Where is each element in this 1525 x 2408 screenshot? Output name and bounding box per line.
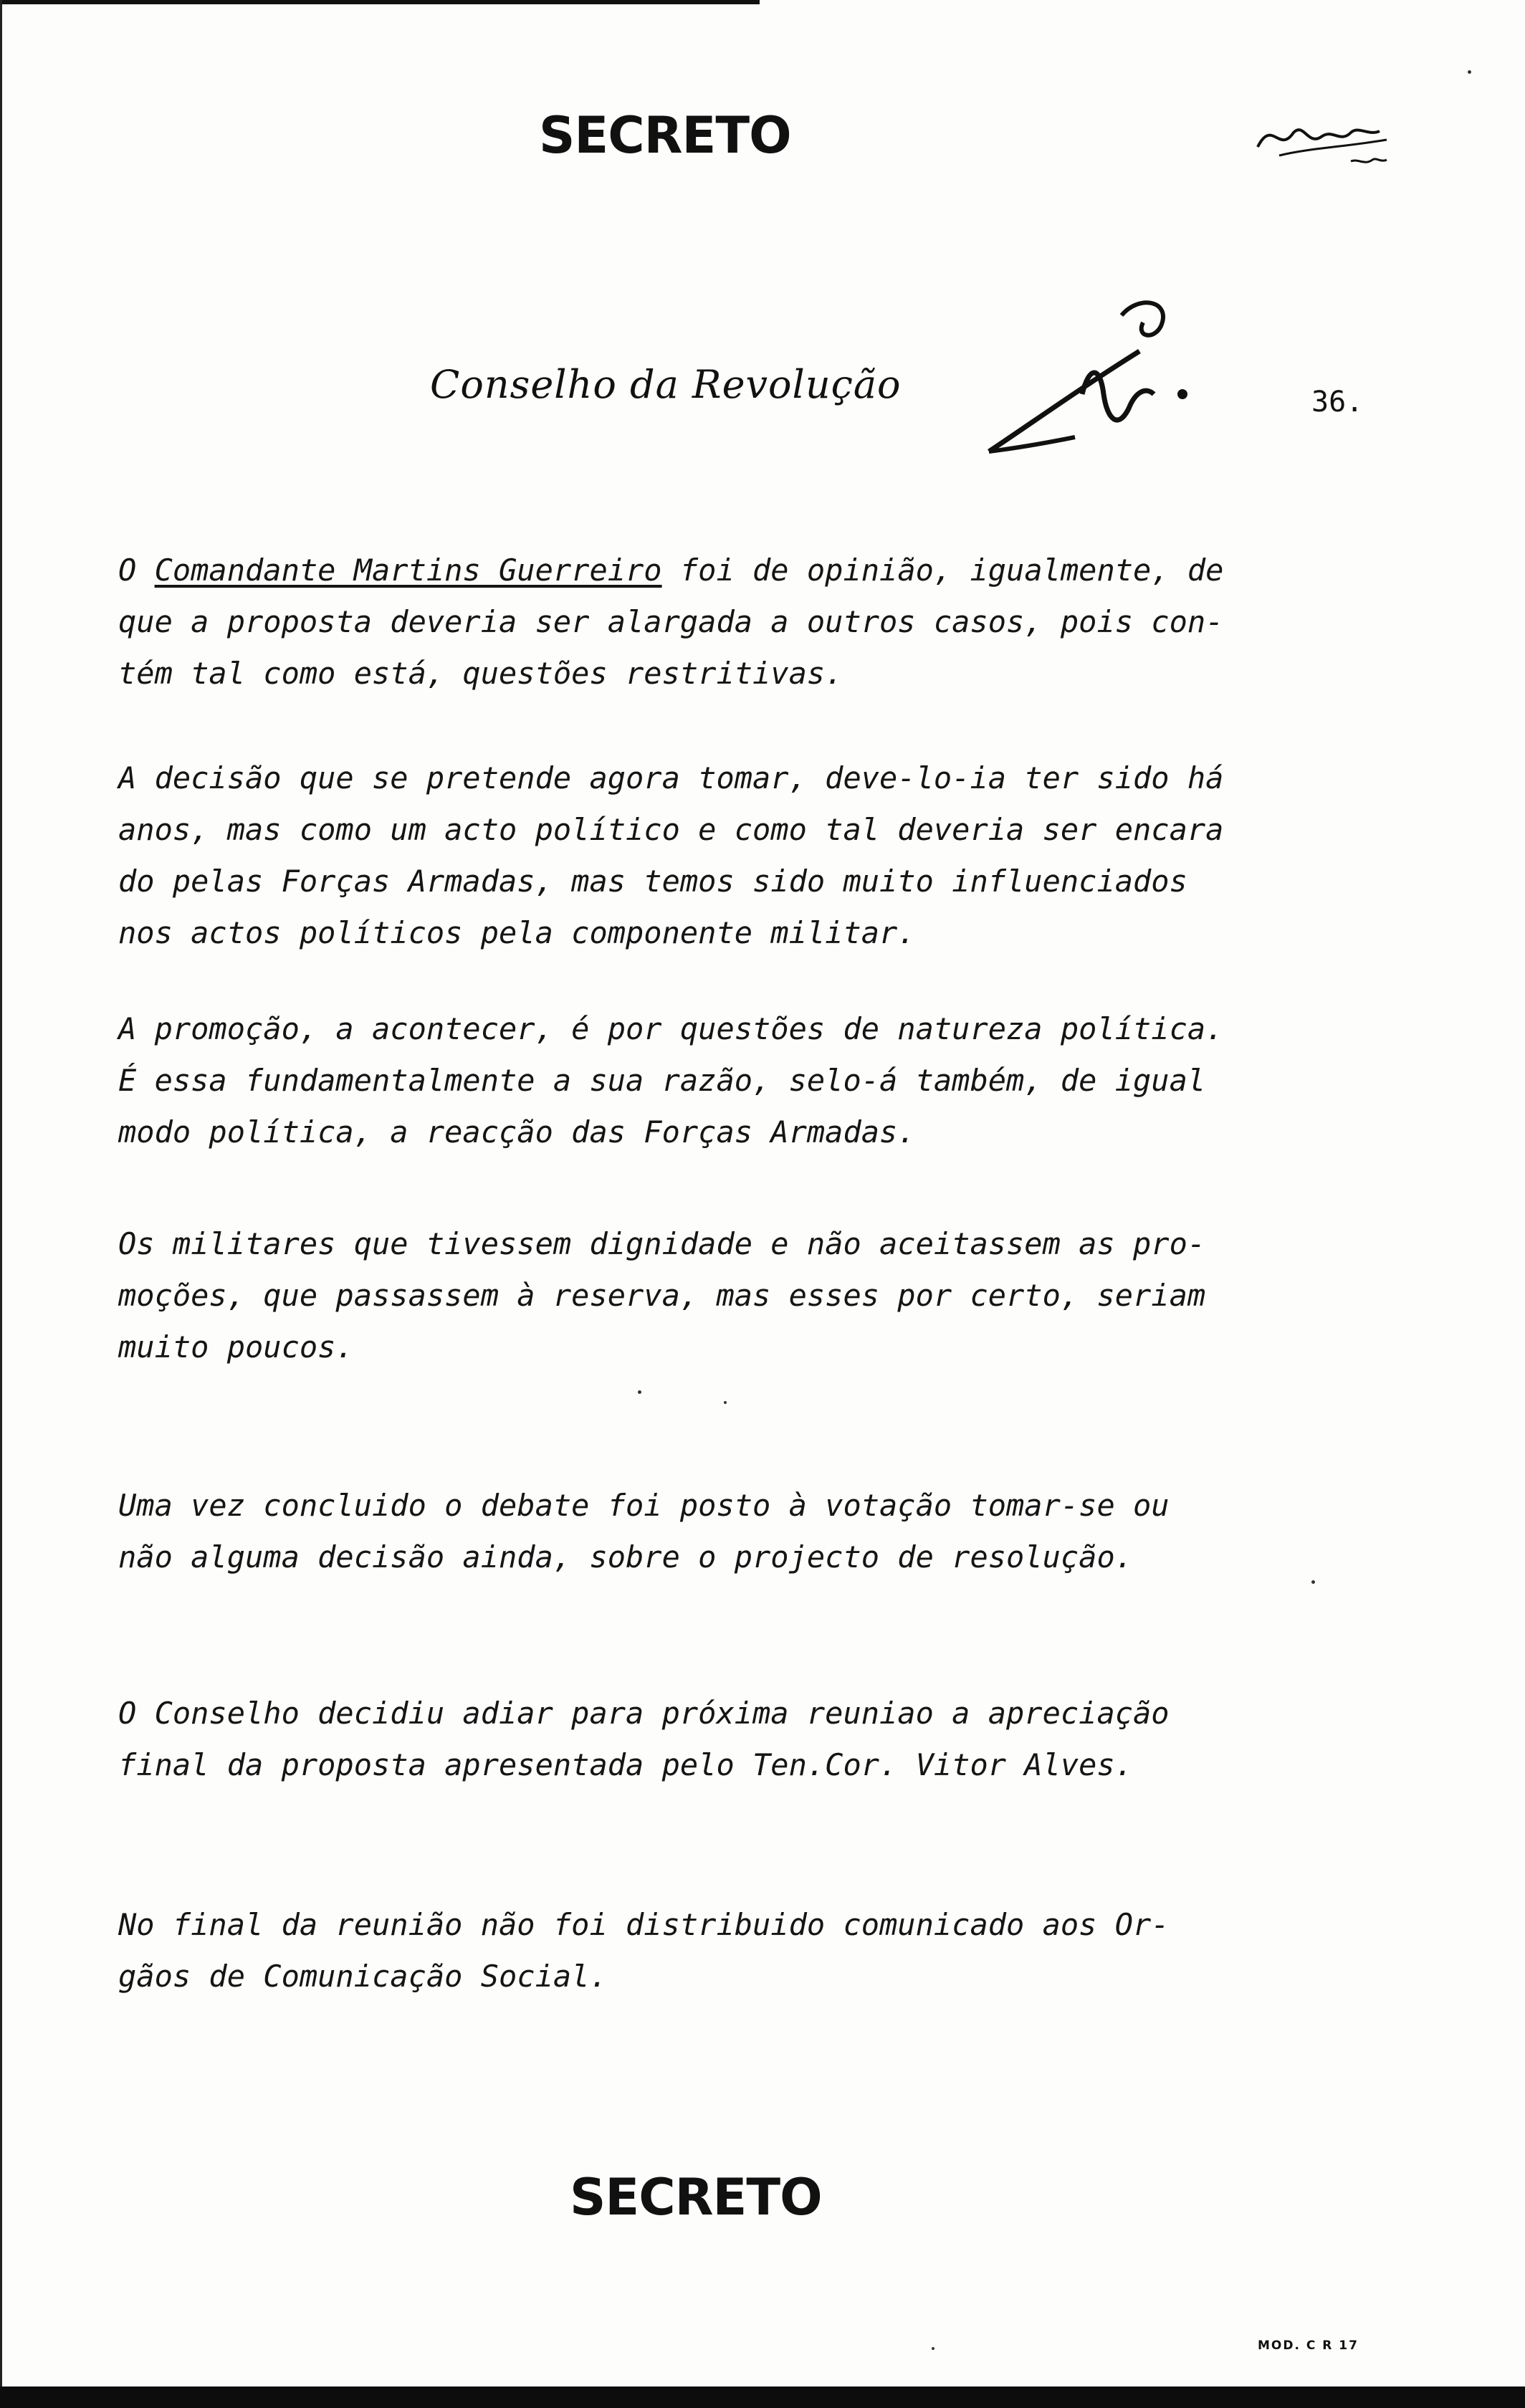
text-line xyxy=(118,1055,1337,1107)
text-line xyxy=(118,907,1337,959)
classification-stamp-top: SECRETO xyxy=(539,106,791,165)
text-segment: final da proposta apresentada pelo Ten.Cor. Vitor Alves. xyxy=(118,1747,1134,1782)
scan-artifact xyxy=(724,1401,727,1404)
paragraph xyxy=(118,1688,1337,1791)
text-segment: Uma vez concluido o debate foi posto à votação tomar-se ou xyxy=(118,1488,1170,1523)
page-number: 36. xyxy=(1311,386,1364,419)
text-line xyxy=(118,1739,1337,1791)
text-segment: A decisão que se pretende agora tomar, deve-lo-ia ter sido há xyxy=(118,760,1224,796)
handwritten-initials-top xyxy=(1251,104,1401,186)
text-line xyxy=(118,1003,1337,1055)
text-line xyxy=(118,648,1337,699)
text-line xyxy=(118,1322,1337,1373)
scan-left-edge xyxy=(0,0,2,2386)
scan-top-edge xyxy=(0,0,760,4)
text-segment: O Conselho decidiu adiar para próxima reuniao a apreciação xyxy=(118,1696,1170,1731)
text-segment: foi de opinião, igualmente, de xyxy=(661,553,1224,588)
scan-artifact xyxy=(638,1390,641,1394)
underlined-name: Comandante Martins Guerreiro xyxy=(154,553,662,588)
text-line xyxy=(118,1688,1337,1739)
classification-stamp-bottom: SECRETO xyxy=(570,2168,822,2227)
text-segment: É essa fundamentalmente a sua razão, selo-á também, de igual xyxy=(118,1063,1206,1098)
text-segment: do pelas Forças Armadas, mas temos sido muito influenciados xyxy=(118,864,1187,899)
text-segment: não alguma decisão ainda, sobre o projecto de resolução. xyxy=(118,1539,1134,1575)
scan-artifact xyxy=(932,2347,934,2350)
paragraph xyxy=(118,1003,1337,1158)
paragraph xyxy=(118,545,1337,699)
scan-artifact xyxy=(1468,70,1471,74)
text-line xyxy=(118,545,1337,596)
text-line xyxy=(118,1218,1337,1270)
text-segment: gãos de Comunicação Social. xyxy=(118,1959,608,1994)
text-segment: moções, que passassem à reserva, mas esses por certo, seriam xyxy=(118,1278,1206,1313)
text-segment: tém tal como está, questões restritivas. xyxy=(118,656,843,691)
text-line xyxy=(118,1107,1337,1158)
text-segment: Os militares que tivessem dignidade e não aceitassem as pro- xyxy=(118,1226,1206,1261)
paragraph xyxy=(118,1480,1337,1583)
text-line xyxy=(118,1270,1337,1322)
text-segment: O xyxy=(118,553,155,588)
text-line xyxy=(118,1532,1337,1583)
text-segment: anos, mas como um acto político e como tal deveria ser encara xyxy=(118,812,1224,847)
paragraph xyxy=(118,1218,1337,1373)
text-line xyxy=(118,1480,1337,1532)
text-line xyxy=(118,596,1337,648)
paragraph xyxy=(118,752,1337,959)
text-line xyxy=(118,804,1337,856)
text-line xyxy=(118,752,1337,804)
handwritten-signature xyxy=(975,287,1204,477)
text-segment: que a proposta deveria ser alargada a outros casos, pois con- xyxy=(118,604,1224,639)
text-line xyxy=(118,1899,1337,1951)
text-line xyxy=(118,1951,1337,2002)
form-code: MOD. C R 17 xyxy=(1258,2338,1359,2353)
text-segment: No final da reunião não foi distribuido comunicado aos Or- xyxy=(118,1907,1170,1942)
text-segment: A promoção, a acontecer, é por questões de natureza política. xyxy=(118,1011,1224,1046)
letterhead-title: Conselho da Revolução xyxy=(430,362,902,407)
text-segment: modo política, a reacção das Forças Armadas. xyxy=(118,1114,916,1150)
text-segment: nos actos políticos pela componente militar. xyxy=(118,915,916,950)
scan-artifact xyxy=(1311,1580,1315,1584)
text-line xyxy=(118,856,1337,907)
text-segment: muito poucos. xyxy=(118,1329,354,1365)
paragraph xyxy=(118,1899,1337,2002)
scan-bottom-edge xyxy=(0,2386,1525,2408)
